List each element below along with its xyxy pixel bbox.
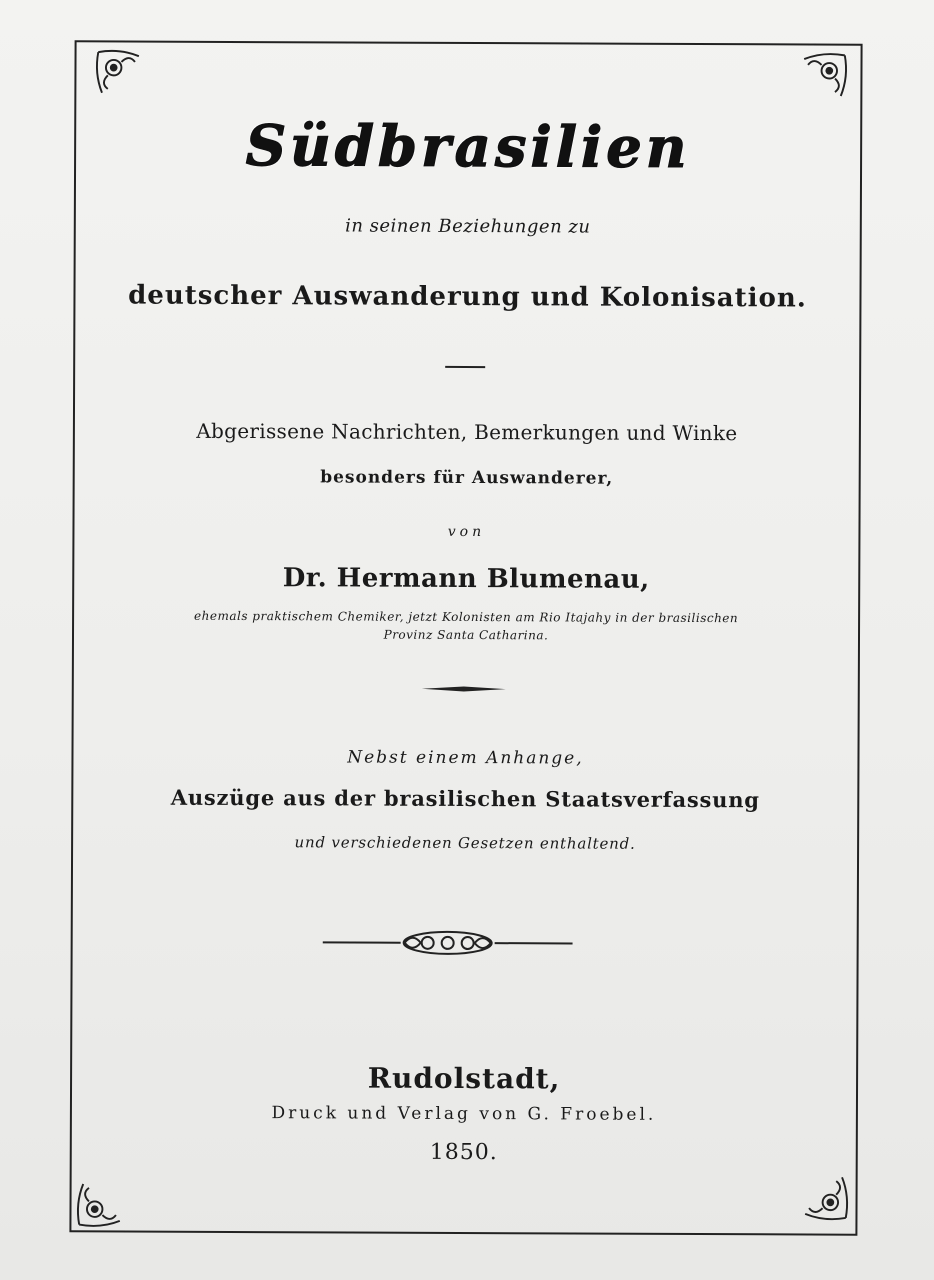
- author-description-line-1: ehemals praktischem Chemiker, jetzt Kolonisten am Rio Itajahy in der brasilischen: [194, 608, 739, 626]
- appendix-line-2: Auszüge aus der brasilischen Staatsverfassung: [170, 784, 760, 813]
- appendix-line-3: und verschiedenen Gesetzen enthaltend.: [294, 833, 636, 853]
- subtitle-line-2: deutscher Auswanderung und Kolonisation.: [128, 280, 807, 314]
- swelled-rule: [422, 686, 506, 692]
- corner-ornament-top-left: [90, 44, 148, 102]
- divider-ornament: [323, 927, 573, 958]
- corner-ornament-top-right: [794, 47, 852, 105]
- author-name: Dr. Hermann Blumenau,: [282, 563, 650, 595]
- by-word: von: [447, 523, 486, 541]
- appendix-line-1: Nebst einem Anhange,: [347, 747, 584, 769]
- corner-ornament-bottom-left: [71, 1174, 129, 1232]
- short-rule: [445, 366, 485, 368]
- subtitle-line-1: in seinen Beziehungen zu: [345, 215, 591, 238]
- corner-ornament-bottom-right: [795, 1167, 853, 1225]
- publisher-line: Druck und Verlag von G. Froebel.: [271, 1103, 657, 1125]
- publication-year: 1850.: [429, 1139, 498, 1166]
- book-title: Südbrasilien: [245, 113, 691, 181]
- description-line-1: Abgerissene Nachrichten, Bemerkungen und Winke: [196, 418, 738, 446]
- author-description-line-2: Provinz Santa Catharina.: [383, 627, 549, 643]
- place-of-publication: Rudolstadt,: [367, 1061, 561, 1096]
- description-line-2: besonders für Auswanderer,: [320, 467, 614, 489]
- page-border: [69, 40, 862, 1235]
